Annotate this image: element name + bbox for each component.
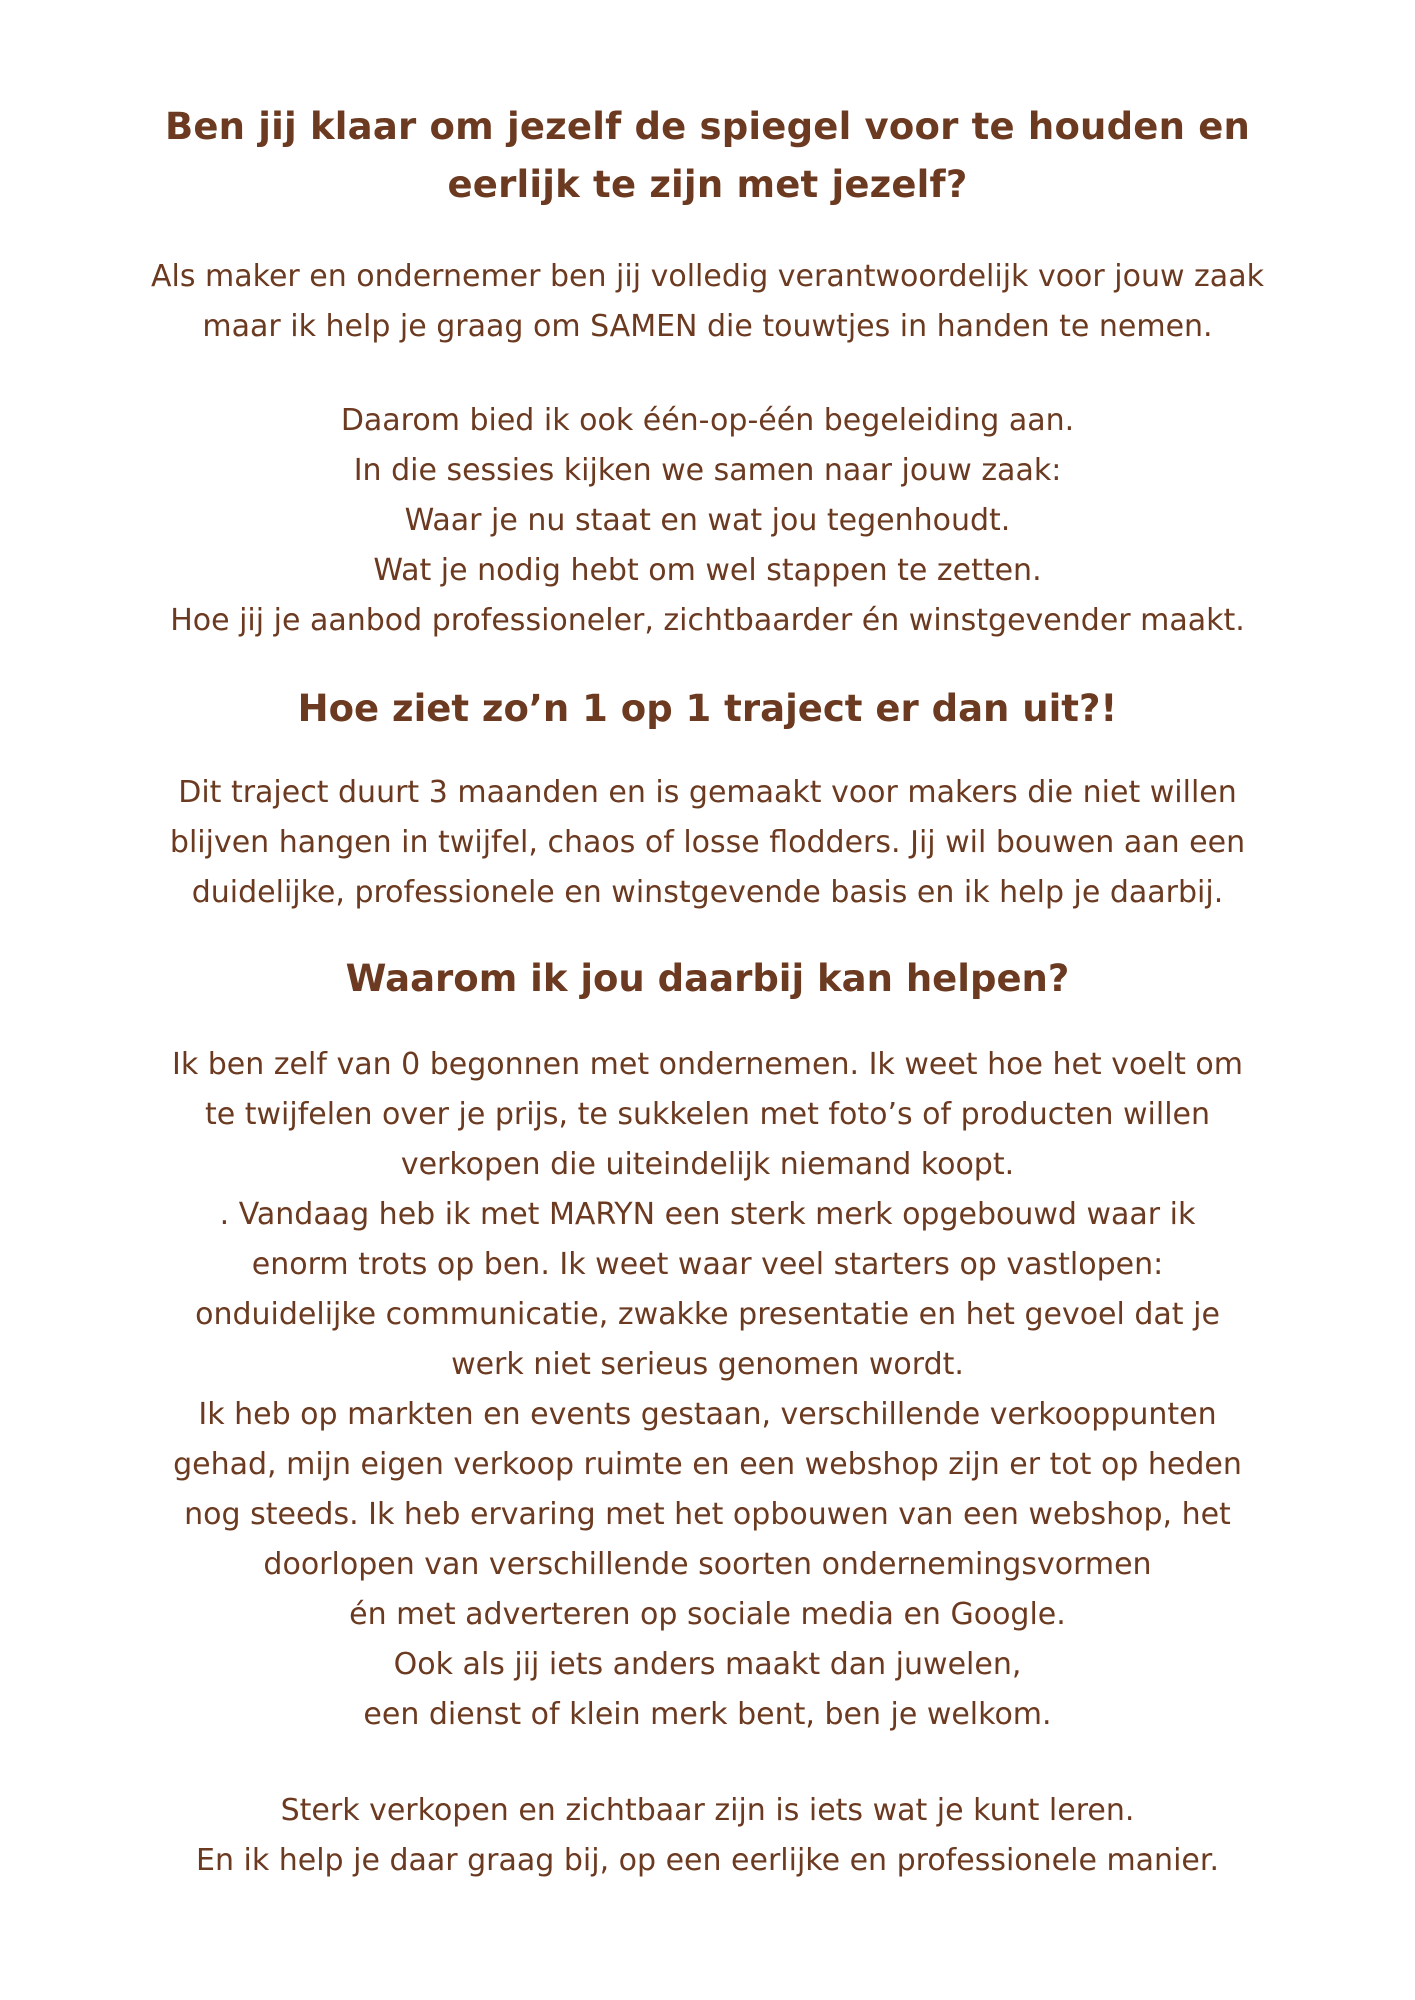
sessions-line-5: Hoe jij je aanbod professioneler, zichtbaarder én winstgevender maakt. — [170, 603, 1245, 638]
trajectory-line-1: Dit traject duurt 3 maanden en is gemaakt voor makers die niet willen — [178, 775, 1237, 810]
intro-line-1: Als maker en ondernemer ben jij volledig verantwoordelijk voor jouw zaak — [151, 259, 1264, 294]
sessions-line-4: Wat je nodig hebt om wel stappen te zetten. — [373, 553, 1042, 588]
sessions-line-1: Daarom bied ik ook één-op-één begeleiding aan. — [340, 403, 1075, 438]
main-heading — [60, 98, 1355, 214]
why-line-7: werk niet serieus genomen wordt. — [451, 1347, 964, 1382]
why-line-3: verkopen die uiteindelijk niemand koopt. — [400, 1147, 1015, 1182]
intro-line-2: maar ik help je graag om SAMEN die touwtjes in handen te nemen. — [202, 309, 1213, 344]
sessions-line-2: In die sessies kijken we samen naar jouw zaak: — [353, 453, 1062, 488]
trajectory-paragraph — [60, 768, 1355, 918]
trajectory-heading: Hoe ziet zo’n 1 op 1 traject er dan uit?! — [297, 687, 1118, 730]
why-line-10: nog steeds. Ik heb ervaring met het opbouwen van een webshop, het — [184, 1497, 1231, 1532]
why-line-5: enorm trots op ben. Ik weet waar veel starters op vastlopen: — [251, 1247, 1164, 1282]
why-heading: Waarom ik jou daarbij kan helpen? — [345, 957, 1070, 1000]
main-heading-line-1: Ben jij klaar om jezelf de spiegel voor te houden en — [164, 105, 1251, 148]
why-line-4: . Vandaag heb ik met MARYN een sterk merk opgebouwd waar ik — [219, 1197, 1196, 1232]
why-line-2: te twijfelen over je prijs, te sukkelen met foto’s of producten willen — [204, 1097, 1211, 1132]
why-line-13: Ook als jij iets anders maakt dan juwelen, — [393, 1647, 1022, 1682]
why-line-12: én met adverteren op sociale media en Google. — [349, 1597, 1066, 1632]
why-line-14: een dienst of klein merk bent, ben je welkom. — [363, 1697, 1052, 1732]
closing-line-2: En ik help je daar graag bij, op een eerlijke en professionele manier. — [196, 1843, 1219, 1878]
why-line-6: onduidelijke communicatie, zwakke presentatie en het gevoel dat je — [195, 1297, 1220, 1332]
why-paragraph — [60, 1040, 1355, 1740]
why-line-8: Ik heb op markten en events gestaan, verschillende verkooppunten — [198, 1397, 1217, 1432]
main-heading-line-2: eerlijk te zijn met jezelf? — [447, 163, 968, 206]
why-line-9: gehad, mijn eigen verkoop ruimte en een webshop zijn er tot op heden — [173, 1447, 1242, 1482]
closing-paragraph — [60, 1786, 1355, 1886]
why-line-11: doorlopen van verschillende soorten ondernemingsvormen — [263, 1547, 1152, 1582]
trajectory-line-3: duidelijke, professionele en winstgevende basis en ik help je daarbij. — [191, 875, 1224, 910]
intro-paragraph — [60, 252, 1355, 352]
closing-line-1: Sterk verkopen en zichtbaar zijn is iets wat je kunt leren. — [280, 1793, 1135, 1828]
sessions-line-3: Waar je nu staat en wat jou tegenhoudt. — [404, 503, 1011, 538]
trajectory-line-2: blijven hangen in twijfel, chaos of losse flodders. Jij wil bouwen aan een — [169, 825, 1246, 860]
sessions-paragraph — [60, 396, 1355, 646]
why-line-1: Ik ben zelf van 0 begonnen met ondernemen. Ik weet hoe het voelt om — [172, 1047, 1243, 1082]
